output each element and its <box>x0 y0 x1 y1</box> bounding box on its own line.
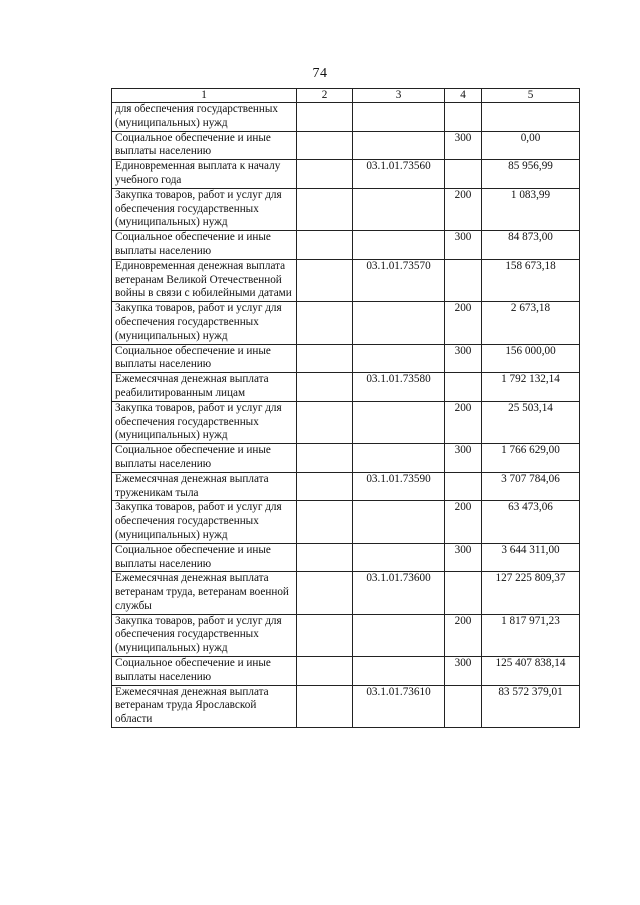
amount-cell: 1 083,99 <box>482 188 580 230</box>
expense-type-cell: 200 <box>445 401 482 443</box>
expense-type-cell <box>445 103 482 132</box>
target-article-code-cell: 03.1.01.73600 <box>353 572 445 614</box>
column-2-cell <box>297 344 353 373</box>
expense-type-cell <box>445 685 482 727</box>
expense-type-cell: 300 <box>445 344 482 373</box>
column-2-cell <box>297 657 353 686</box>
expense-type-cell <box>445 572 482 614</box>
table-row <box>112 614 580 656</box>
amount-cell: 158 673,18 <box>482 259 580 301</box>
expense-type-cell: 300 <box>445 543 482 572</box>
amount-cell: 1 817 971,23 <box>482 614 580 656</box>
column-2-cell <box>297 572 353 614</box>
column-2-cell <box>297 472 353 501</box>
expense-name-cell: Социальное обеспечение и иные выплаты населению <box>112 231 297 260</box>
target-article-code-cell <box>353 614 445 656</box>
target-article-code-cell <box>353 231 445 260</box>
target-article-code-cell <box>353 657 445 686</box>
target-article-code-cell <box>353 131 445 160</box>
amount-cell: 3 707 784,06 <box>482 472 580 501</box>
amount-cell: 3 644 311,00 <box>482 543 580 572</box>
header-col-4: 4 <box>445 89 482 103</box>
amount-cell: 1 792 132,14 <box>482 373 580 402</box>
table-header-row <box>112 89 580 103</box>
table-row <box>112 188 580 230</box>
expense-type-cell: 200 <box>445 614 482 656</box>
expense-name-cell: Социальное обеспечение и иные выплаты населению <box>112 344 297 373</box>
header-col-5: 5 <box>482 89 580 103</box>
target-article-code-cell: 03.1.01.73570 <box>353 259 445 301</box>
expense-type-cell: 300 <box>445 131 482 160</box>
expense-type-cell <box>445 259 482 301</box>
column-2-cell <box>297 501 353 543</box>
column-2-cell <box>297 259 353 301</box>
table-row <box>112 543 580 572</box>
target-article-code-cell <box>353 302 445 344</box>
header-col-3: 3 <box>353 89 445 103</box>
target-article-code-cell: 03.1.01.73560 <box>353 160 445 189</box>
target-article-code-cell: 03.1.01.73610 <box>353 685 445 727</box>
target-article-code-cell <box>353 344 445 373</box>
expense-type-cell: 300 <box>445 231 482 260</box>
column-2-cell <box>297 188 353 230</box>
amount-cell: 85 956,99 <box>482 160 580 189</box>
column-2-cell <box>297 302 353 344</box>
expense-name-cell: Ежемесячная денежная выплата ветеранам труда, ветеранам военной службы <box>112 572 297 614</box>
expense-name-cell: Ежемесячная денежная выплата реабилитированным лицам <box>112 373 297 402</box>
target-article-code-cell <box>353 444 445 473</box>
expense-name-cell: Единовременная выплата к началу учебного года <box>112 160 297 189</box>
column-2-cell <box>297 231 353 260</box>
target-article-code-cell <box>353 188 445 230</box>
amount-cell: 84 873,00 <box>482 231 580 260</box>
amount-cell: 2 673,18 <box>482 302 580 344</box>
expense-name-cell: Единовременная денежная выплата ветеранам Великой Отечественной войны в связи с юбилейными датами <box>112 259 297 301</box>
table-row <box>112 160 580 189</box>
amount-cell: 63 473,06 <box>482 501 580 543</box>
expense-type-cell <box>445 160 482 189</box>
amount-cell: 156 000,00 <box>482 344 580 373</box>
page-number: 74 <box>312 66 328 81</box>
column-2-cell <box>297 685 353 727</box>
target-article-code-cell <box>353 401 445 443</box>
table-row <box>112 373 580 402</box>
column-2-cell <box>297 131 353 160</box>
expense-name-cell: Социальное обеспечение и иные выплаты населению <box>112 543 297 572</box>
table-row <box>112 131 580 160</box>
column-2-cell <box>297 401 353 443</box>
column-2-cell <box>297 614 353 656</box>
column-2-cell <box>297 543 353 572</box>
amount-cell: 127 225 809,37 <box>482 572 580 614</box>
expense-type-cell: 300 <box>445 657 482 686</box>
amount-cell <box>482 103 580 132</box>
target-article-code-cell: 03.1.01.73590 <box>353 472 445 501</box>
header-col-1: 1 <box>112 89 297 103</box>
expense-type-cell <box>445 472 482 501</box>
table-row <box>112 103 580 132</box>
table-row <box>112 302 580 344</box>
table-header <box>112 89 580 103</box>
expense-name-cell: Ежемесячная денежная выплата ветеранам труда Ярославской области <box>112 685 297 727</box>
expense-type-cell: 200 <box>445 302 482 344</box>
expense-name-cell: для обеспечения государственных (муниципальных) нужд <box>112 103 297 132</box>
expense-type-cell: 200 <box>445 501 482 543</box>
amount-cell: 125 407 838,14 <box>482 657 580 686</box>
budget-table <box>111 88 580 728</box>
table-row <box>112 685 580 727</box>
table-body <box>112 103 580 728</box>
expense-type-cell: 300 <box>445 444 482 473</box>
column-2-cell <box>297 103 353 132</box>
expense-type-cell <box>445 373 482 402</box>
table-row <box>112 501 580 543</box>
header-col-2: 2 <box>297 89 353 103</box>
target-article-code-cell <box>353 103 445 132</box>
expense-name-cell: Социальное обеспечение и иные выплаты населению <box>112 131 297 160</box>
table-row <box>112 231 580 260</box>
amount-cell: 83 572 379,01 <box>482 685 580 727</box>
target-article-code-cell: 03.1.01.73580 <box>353 373 445 402</box>
column-2-cell <box>297 444 353 473</box>
amount-cell: 0,00 <box>482 131 580 160</box>
expense-name-cell: Ежемесячная денежная выплата труженикам тыла <box>112 472 297 501</box>
table-row <box>112 344 580 373</box>
table-row <box>112 472 580 501</box>
expense-name-cell: Закупка товаров, работ и услуг для обеспечения государственных (муниципальных) нужд <box>112 302 297 344</box>
expense-name-cell: Социальное обеспечение и иные выплаты населению <box>112 657 297 686</box>
table-row <box>112 259 580 301</box>
table-row <box>112 657 580 686</box>
table-row <box>112 572 580 614</box>
amount-cell: 1 766 629,00 <box>482 444 580 473</box>
column-2-cell <box>297 373 353 402</box>
expense-name-cell: Закупка товаров, работ и услуг для обеспечения государственных (муниципальных) нужд <box>112 188 297 230</box>
column-2-cell <box>297 160 353 189</box>
expense-name-cell: Социальное обеспечение и иные выплаты населению <box>112 444 297 473</box>
expense-name-cell: Закупка товаров, работ и услуг для обеспечения государственных (муниципальных) нужд <box>112 614 297 656</box>
expense-type-cell: 200 <box>445 188 482 230</box>
amount-cell: 25 503,14 <box>482 401 580 443</box>
target-article-code-cell <box>353 501 445 543</box>
expense-name-cell: Закупка товаров, работ и услуг для обеспечения государственных (муниципальных) нужд <box>112 501 297 543</box>
expense-name-cell: Закупка товаров, работ и услуг для обеспечения государственных (муниципальных) нужд <box>112 401 297 443</box>
table-row <box>112 444 580 473</box>
table-row <box>112 401 580 443</box>
target-article-code-cell <box>353 543 445 572</box>
